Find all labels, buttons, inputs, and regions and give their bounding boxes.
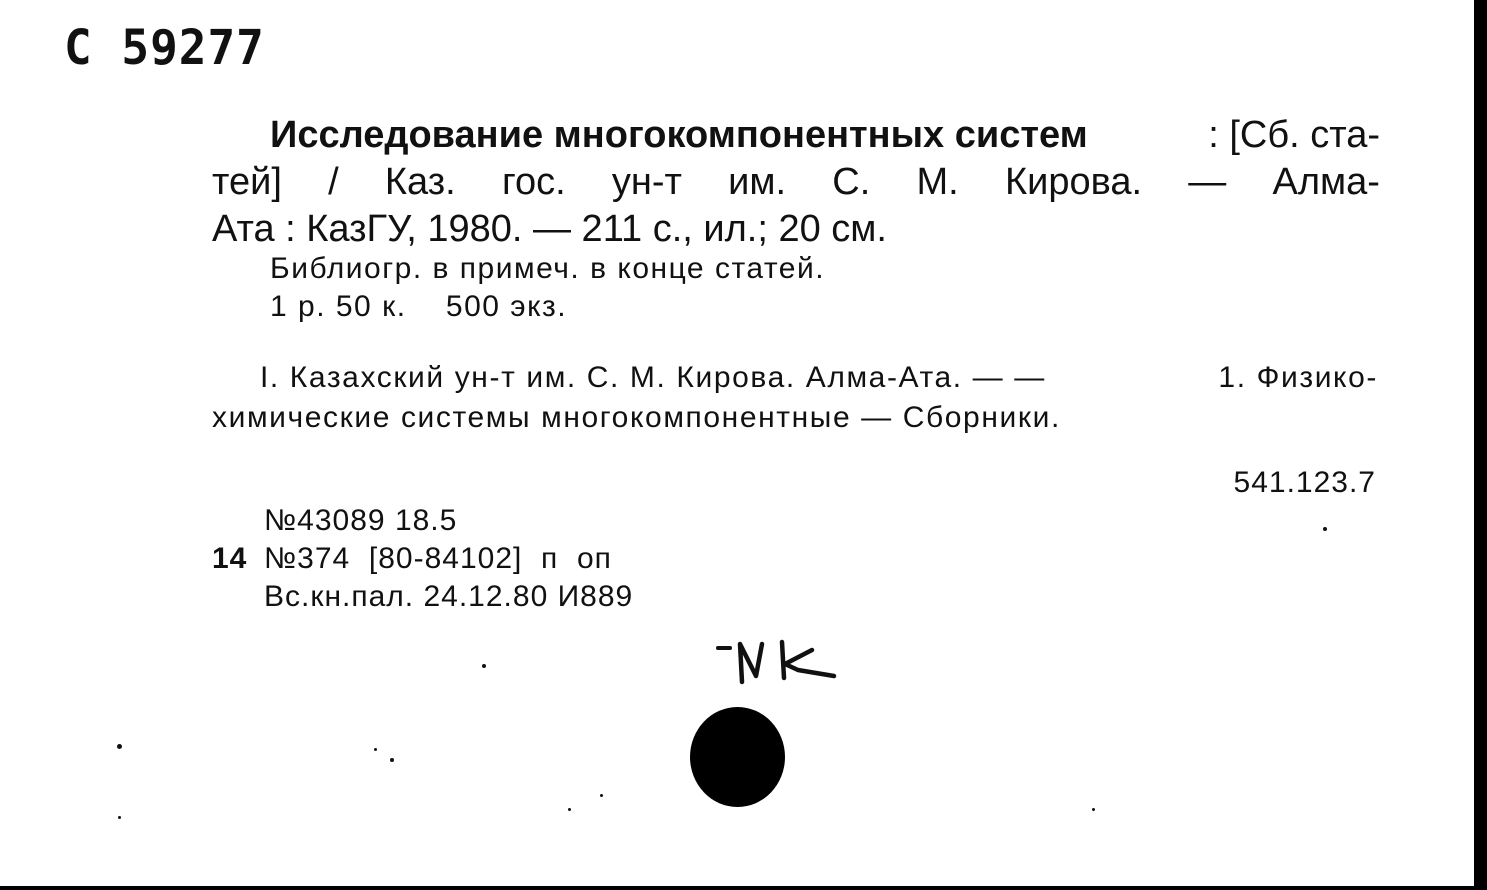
- word: ун-т: [611, 161, 682, 203]
- speck: [600, 794, 603, 797]
- speck: [117, 744, 122, 749]
- word: Алма-: [1272, 161, 1380, 203]
- speck: [568, 808, 571, 811]
- word: Каз.: [384, 161, 456, 203]
- punch-hole: [690, 707, 785, 807]
- title-continuation: : [Сб. ста-: [1208, 114, 1380, 156]
- card-count: 14: [212, 542, 248, 575]
- handwritten-initials: [700, 620, 850, 690]
- tracing-line-1: [212, 358, 1378, 398]
- word: гос.: [501, 161, 566, 203]
- tracings: [212, 358, 1378, 438]
- main-entry-line-1: [212, 112, 1380, 159]
- book-title: Исследование многокомпонентных систем: [270, 114, 1088, 156]
- speck: [1092, 808, 1095, 811]
- main-entry: [212, 112, 1380, 253]
- word: /: [328, 161, 339, 203]
- tech-row-3: [212, 578, 633, 616]
- word: С.: [832, 161, 871, 203]
- price-print-run: 1 р. 50 к. 500 экз.: [270, 290, 568, 323]
- tech-row-1: [212, 502, 633, 540]
- chamber-record: Вс.кн.пал. 24.12.80 И889: [264, 580, 634, 613]
- word: им.: [728, 161, 787, 203]
- word: Кирова.: [1004, 161, 1143, 203]
- technical-data: [212, 502, 633, 616]
- bibliography-note: Библиогр. в примеч. в конце статей.: [270, 252, 826, 285]
- udc-number: 541.123.7: [1233, 466, 1376, 499]
- order-number: №43089 18.5: [264, 504, 458, 537]
- notes: [270, 250, 825, 326]
- added-entry: I. Казахский ун-т им. С. М. Кирова. Алма-Ата. — —: [260, 361, 1046, 394]
- main-entry-line-2: [212, 159, 1380, 206]
- word: —: [1188, 161, 1227, 203]
- speck: [482, 664, 486, 668]
- speck: [390, 758, 394, 762]
- main-entry-line-3: Ата : КазГУ, 1980. — 211 с., ил.; 20 см.: [212, 208, 887, 250]
- registration-number: №374 [80-84102] п оп: [264, 542, 612, 575]
- word: тей]: [212, 161, 282, 203]
- word: М.: [916, 161, 959, 203]
- tracing-line-2: химические системы многокомпонентные — Сборники.: [212, 401, 1061, 434]
- call-number: С 59277: [64, 18, 265, 76]
- speck: [1323, 527, 1327, 531]
- speck: [374, 748, 377, 751]
- tech-row-2: [212, 540, 633, 578]
- subject-heading-start: 1. Физико-: [1218, 361, 1378, 394]
- speck: [118, 816, 121, 819]
